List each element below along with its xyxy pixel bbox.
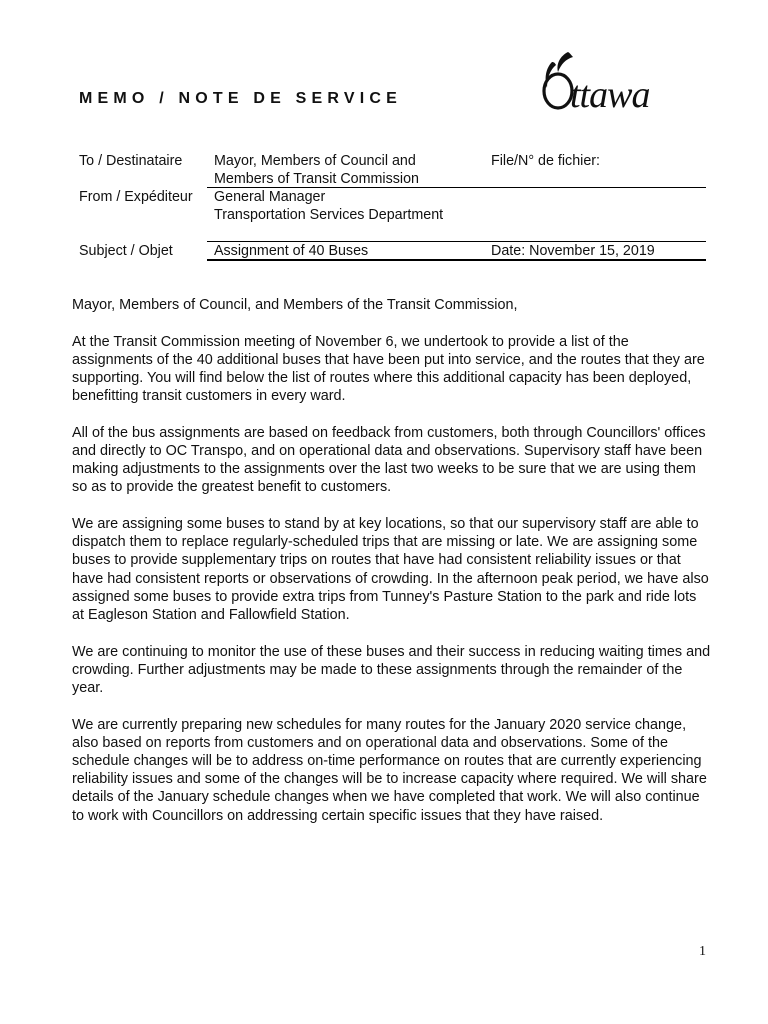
salutation: Mayor, Members of Council, and Members of the Transit Commission, <box>72 297 518 313</box>
body-paragraph: We are currently preparing new schedules for many routes for the January 2020 service change, also based on reports from customers and on operational data and observations. Some of the schedule changes will be to address on-time performance on routes that are currently experiencing reliability issues and some of the changes will be to increase capacity where required. We will share details of the January schedule changes when we have completed that work. We will also continue to work with Councillors on addressing certain specific issues that they have raised. <box>72 716 707 824</box>
svg-text:ttawa: ttawa <box>570 74 650 112</box>
header-rule-bottom <box>207 259 706 261</box>
ottawa-logo <box>538 48 688 112</box>
subject-label: Subject / Objet <box>79 243 173 259</box>
body-paragraph: At the Transit Commission meeting of November 6, we undertook to provide a list of the assignments of the 40 additional buses that have been put into service, and the routes that they are supporting. You will find below the list of routes where this additional capacity has been deployed, benefitting transit customers in every ward. <box>72 333 705 405</box>
file-number-label: File/N° de fichier: <box>491 153 601 169</box>
page-number: 1 <box>699 944 706 959</box>
to-value-line1: Mayor, Members of Council and <box>214 153 416 169</box>
from-value-line2: Transportation Services Department <box>214 207 444 223</box>
to-value-line2: Members of Transit Commission <box>214 171 419 187</box>
memo-date: Date: November 15, 2019 <box>491 243 655 259</box>
to-label: To / Destinataire <box>79 153 183 169</box>
ottawa-logo-mark <box>538 48 688 112</box>
from-label: From / Expéditeur <box>79 189 193 205</box>
body-paragraph: We are assigning some buses to stand by at key locations, so that our supervisory staff are able to dispatch them to replace regularly-scheduled trips that are missing or late. We are assigning some buses to provide supplementary trips on routes that have had consistent reliability issues or that have had consistent reports or observations of crowding. In the afternoon peak period, we have also assigned some buses to provide extra trips from Tunney's Pasture Station to the park and ride lots at Eagleson Station and Fallowfield Station. <box>72 516 709 624</box>
body-paragraph: We are continuing to monitor the use of these buses and their success in reducing waiting times and crowding. Further adjustments may be made to these assignments through the remainder of the year. <box>72 643 711 697</box>
body-paragraph: All of the bus assignments are based on feedback from customers, both through Councillors' offices and directly to OC Transpo, and on operational data and observations. Supervisory staff have been making adjustments to the assignments over the last two weeks to be sure that we are using them so as to provide the greatest benefit to customers. <box>72 424 706 496</box>
subject-value: Assignment of 40 Buses <box>214 243 369 259</box>
memo-title: MEMO / NOTE DE SERVICE <box>79 90 403 107</box>
from-value-line1: General Manager <box>214 189 326 205</box>
memo-body <box>72 296 712 843</box>
